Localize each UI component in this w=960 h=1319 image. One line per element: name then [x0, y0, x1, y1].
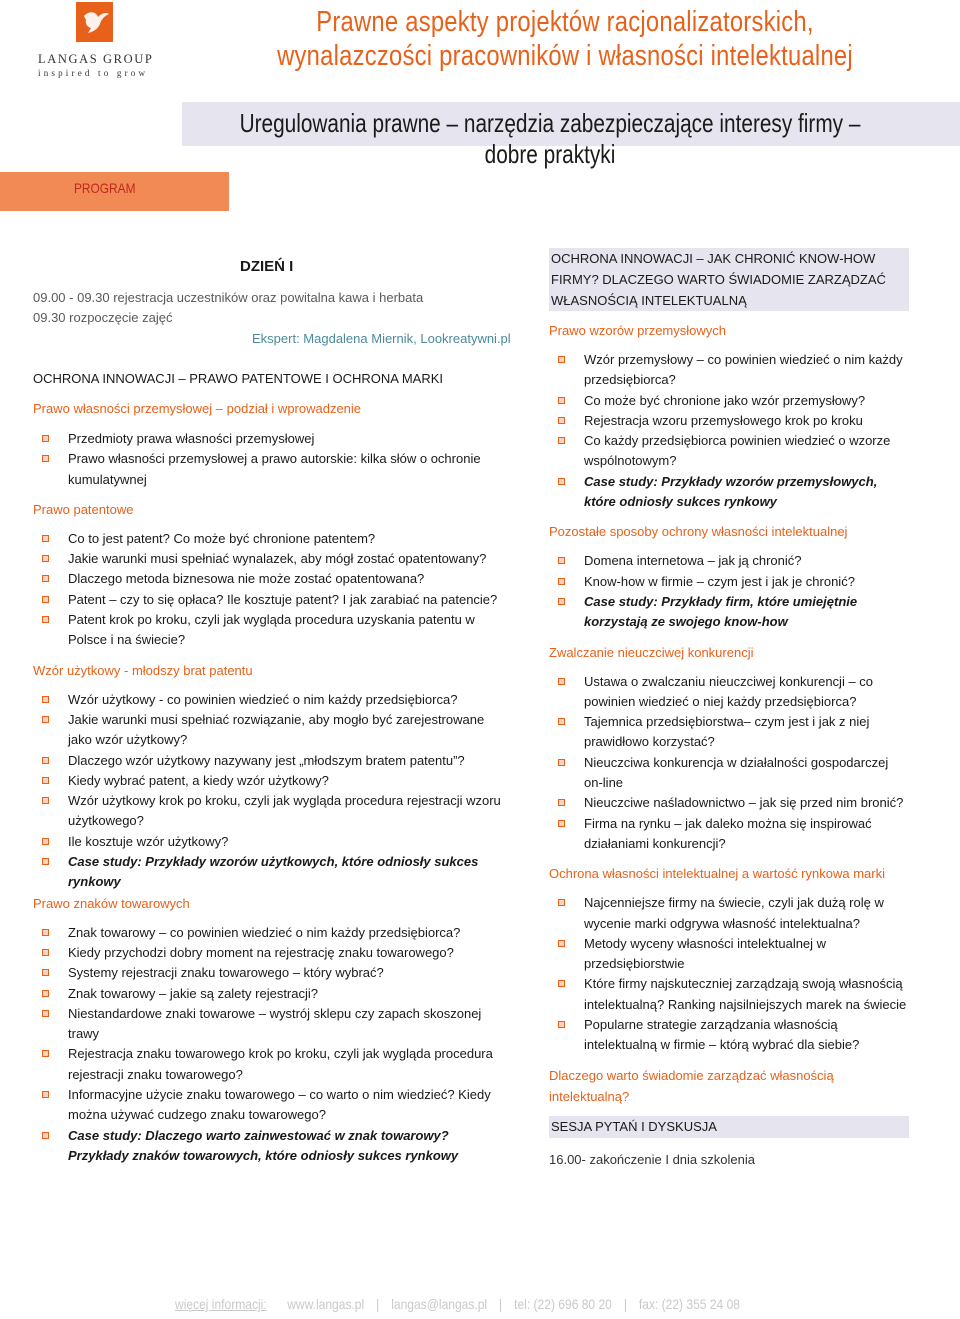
bullet-icon: [42, 575, 49, 582]
right-column: [549, 248, 909, 1167]
section-head-unfair-competition: Zwalczanie nieuczciwej konkurencji: [549, 644, 754, 660]
list-item: Wzór przemysłowy – co powinien wiedzieć o nim każdy przedsiębiorca?: [549, 350, 909, 391]
program-label: PROGRAM: [74, 180, 136, 196]
bullet-icon: [42, 535, 49, 542]
bullet-icon: [558, 940, 565, 947]
list-item: Które firmy najskuteczniej zarządzają swoją własnością intelektualną? Ranking najsilniejszych marek na świecie: [549, 974, 909, 1015]
list-item: Ile kosztuje wzór użytkowy?: [33, 832, 503, 852]
list-item: Znak towarowy – jakie są zalety rejestracji?: [33, 984, 503, 1004]
schedule-start: 09.30 rozpoczęcie zajęć: [33, 310, 173, 325]
bullet-icon: [558, 356, 565, 363]
bullet-icon: [42, 797, 49, 804]
bullet-icon: [558, 557, 565, 564]
bullet-icon: [558, 980, 565, 987]
list-item: Wzór użytkowy krok po kroku, czyli jak wygląda procedura rejestracji wzoru użytkowego?: [33, 791, 503, 832]
trademark-law-list: [33, 923, 503, 1167]
bullet-icon: [558, 678, 565, 685]
section-head-industrial-designs: Prawo wzorów przemysłowych: [549, 323, 726, 338]
list-item: Ustawa o zwalczaniu nieuczciwej konkurencji – co powinien wiedzieć o niej każdy przedsiębiorca?: [549, 672, 909, 713]
langas-logo: [38, 2, 156, 80]
bullet-icon: [42, 696, 49, 703]
list-item-case-study: Case study: Dlaczego warto zainwestować w znak towarowy? Przykłady znaków towarowych, które odniosły sukces rynkowy: [33, 1126, 503, 1167]
list-item: Najcenniejsze firmy na świecie, czyli jak dużą rolę w wycenie marki odgrywa własność intelektualna?: [549, 893, 909, 934]
list-item: Kiedy wybrać patent, a kiedy wzór użytkowy?: [33, 771, 503, 791]
left-column: [33, 368, 503, 1166]
bullet-icon: [558, 397, 565, 404]
list-item: Know-how w firmie – czym jest i jak je chronić?: [549, 572, 909, 592]
bullet-icon: [42, 1050, 49, 1057]
unfair-competition-list: [549, 672, 909, 855]
list-item: Kiedy przychodzi dobry moment na rejestrację znaku towarowego?: [33, 943, 503, 963]
bullet-icon: [42, 455, 49, 462]
list-item: Patent – czy to się opłaca? Ile kosztuje patent? I jak zarabiać na patencie?: [33, 590, 503, 610]
logo-name: LANGAS GROUP: [38, 52, 154, 66]
list-item: Popularne strategie zarządzania własnością intelektualną w firmie – którą wybrać dla siebie?: [549, 1015, 909, 1056]
section-head-industrial-property: Prawo własności przemysłowej – podział i wprowadzenie: [33, 401, 362, 416]
list-item: Domena internetowa – jak ją chronić?: [549, 551, 909, 571]
bullet-icon: [42, 616, 49, 623]
section-head-trademark-law: Prawo znaków towarowych: [33, 895, 190, 911]
list-item-case-study: Case study: Przykłady wzorów przemysłowych, które odniosły sukces rynkowy: [549, 472, 909, 513]
list-item: Rejestracja znaku towarowego krok po kroku, czyli jak wygląda procedura rejestracji znaku towarowego?: [33, 1044, 503, 1085]
bullet-icon: [42, 858, 49, 865]
more-info-link[interactable]: więcej informacji:: [175, 1296, 267, 1312]
logo-tagline: inspired to grow: [38, 68, 149, 78]
list-item: Wzór użytkowy - co powinien wiedzieć o nim każdy przedsiębiorca?: [33, 690, 503, 710]
website-link[interactable]: www.langas.pl: [287, 1296, 365, 1312]
page-subtitle: Uregulowania prawne – narzędzia zabezpieczające interesy firmy – dobre praktyki: [239, 108, 861, 169]
bullet-icon: [42, 990, 49, 997]
list-item: Co każdy przedsiębiorca powinien wiedzieć o wzorze wspólnotowym?: [549, 431, 909, 472]
bullet-icon: [558, 799, 565, 806]
bullet-icon: [42, 838, 49, 845]
list-item: Prawo własności przemysłowej a prawo autorskie: kilka słów o ochronie kumulatywnej: [33, 449, 503, 490]
list-item: Patent krok po kroku, czyli jak wygląda procedura uzyskania patentu w Polsce i na świecie?: [33, 610, 503, 651]
title-line-1: Prawne aspekty projektów racjonalizatorskich,: [316, 6, 814, 38]
bullet-icon: [42, 596, 49, 603]
list-item: Dlaczego metoda biznesowa nie może zostać opatentowana?: [33, 569, 503, 589]
day-title: DZIEŃ I: [240, 258, 294, 275]
bullet-icon: [558, 478, 565, 485]
list-item: Firma na rynku – jak daleko można się inspirować działaniami konkurencji?: [549, 814, 909, 855]
right-main-heading: OCHRONA INNOWACJI – JAK CHRONIĆ KNOW-HOW FIRMY? DLACZEGO WARTO ŚWIADOMIE ZARZĄDZAĆ WŁASNOŚCIĄ INTELEKTUALNĄ: [549, 248, 909, 311]
list-item: Metody wyceny własności intelektualnej w przedsiębiorstwie: [549, 934, 909, 975]
list-item: Nieuczciwa konkurencja w działalności gospodarczej on-line: [549, 753, 909, 794]
list-item: Informacyjne użycie znaku towarowego – co warto o nim wiedzieć? Kiedy można używać cudzego znaku towarowego?: [33, 1085, 503, 1126]
list-item: Rejestracja wzoru przemysłowego krok po kroku: [549, 411, 909, 431]
bullet-icon: [42, 555, 49, 562]
bullet-icon: [558, 417, 565, 424]
list-item: Dlaczego wzór użytkowy nazywany jest „młodszym bratem patentu”?: [33, 751, 503, 771]
bullet-icon: [42, 1010, 49, 1017]
bullet-icon: [558, 1021, 565, 1028]
other-protection-list: [549, 551, 909, 632]
patent-law-list: [33, 529, 503, 651]
bullet-icon: [558, 759, 565, 766]
bullet-icon: [558, 598, 565, 605]
list-item: Tajemnica przedsiębiorstwa– czym jest i jak z niej prawidłowo korzystać?: [549, 712, 909, 753]
fax-number: fax: (22) 355 24 08: [638, 1296, 740, 1312]
list-item: Jakie warunki musi spełniać wynalazek, aby mógł zostać opatentowany?: [33, 549, 503, 569]
list-item: Jakie warunki musi spełniać rozwiązanie, aby mogło być zarejestrowane jako wzór użytkowy?: [33, 710, 503, 751]
list-item: Znak towarowy – co powinien wiedzieć o nim każdy przedsiębiorca?: [33, 923, 503, 943]
title-line-2: wynalazczości pracowników i własności intelektualnej: [277, 40, 853, 72]
brand-value-list: [549, 893, 909, 1055]
footer: [175, 1296, 740, 1312]
bullet-icon: [558, 718, 565, 725]
phone-number: tel: (22) 696 80 20: [514, 1296, 612, 1312]
list-item: Co może być chronione jako wzór przemysłowy?: [549, 391, 909, 411]
bullet-icon: [42, 929, 49, 936]
bullet-icon: [42, 969, 49, 976]
section-head-patent-law: Prawo patentowe: [33, 501, 134, 517]
list-item-case-study: Case study: Przykłady wzorów użytkowych, które odniosły sukces rynkowy: [33, 852, 503, 893]
industrial-property-list: [33, 429, 503, 490]
section-head-brand-value: Ochrona własności intelektualnej a wartość rynkowa marki: [549, 866, 885, 882]
bullet-icon: [42, 435, 49, 442]
left-main-heading: OCHRONA INNOWACJI – PRAWO PATENTOWE I OCHRONA MARKI: [33, 371, 444, 386]
separator: |: [376, 1296, 380, 1312]
bullet-icon: [42, 1132, 49, 1139]
bullet-icon: [558, 437, 565, 444]
bullet-icon: [558, 899, 565, 906]
list-item-case-study: Case study: Przykłady firm, które umiejętnie korzystają ze swojego know-how: [549, 592, 909, 633]
bullet-icon: [42, 716, 49, 723]
email-link[interactable]: langas@langas.pl: [391, 1296, 488, 1312]
list-item: Przedmioty prawa własności przemysłowej: [33, 429, 503, 449]
separator: |: [499, 1296, 503, 1312]
list-item: Niestandardowe znaki towarowe – wystrój sklepu czy zapach skoszonej trawy: [33, 1004, 503, 1045]
section-head-utility-model: Wzór użytkowy - młodszy brat patentu: [33, 662, 253, 678]
industrial-designs-list: [549, 350, 909, 512]
bullet-icon: [558, 820, 565, 827]
list-item: Co to jest patent? Co może być chronione patentem?: [33, 529, 503, 549]
list-item: Nieuczciwe naśladownictwo – jak się przed nim bronić?: [549, 793, 909, 813]
section-head-why-manage-ip: Dlaczego warto świadomie zarządzać własnością intelektualną?: [549, 1067, 834, 1104]
list-item: Systemy rejestracji znaku towarowego – który wybrać?: [33, 963, 503, 983]
bullet-icon: [42, 757, 49, 764]
bird-icon: [76, 2, 113, 42]
qa-session: SESJA PYTAŃ I DYSKUSJA: [549, 1116, 909, 1138]
page-title: [241, 5, 889, 73]
expert-line: Ekspert: Magdalena Miernik, Lookreatywni.pl: [252, 331, 511, 346]
bullet-icon: [42, 949, 49, 956]
schedule-registration: 09.00 - 09.30 rejestracja uczestników oraz powitalna kawa i herbata: [33, 290, 424, 305]
bullet-icon: [558, 578, 565, 585]
separator: |: [623, 1296, 627, 1312]
day-end: 16.00- zakończenie I dnia szkolenia: [549, 1151, 755, 1167]
utility-model-list: [33, 690, 503, 893]
bullet-icon: [42, 1091, 49, 1098]
bullet-icon: [42, 777, 49, 784]
section-head-other-protection: Pozostałe sposoby ochrony własności intelektualnej: [549, 524, 848, 540]
